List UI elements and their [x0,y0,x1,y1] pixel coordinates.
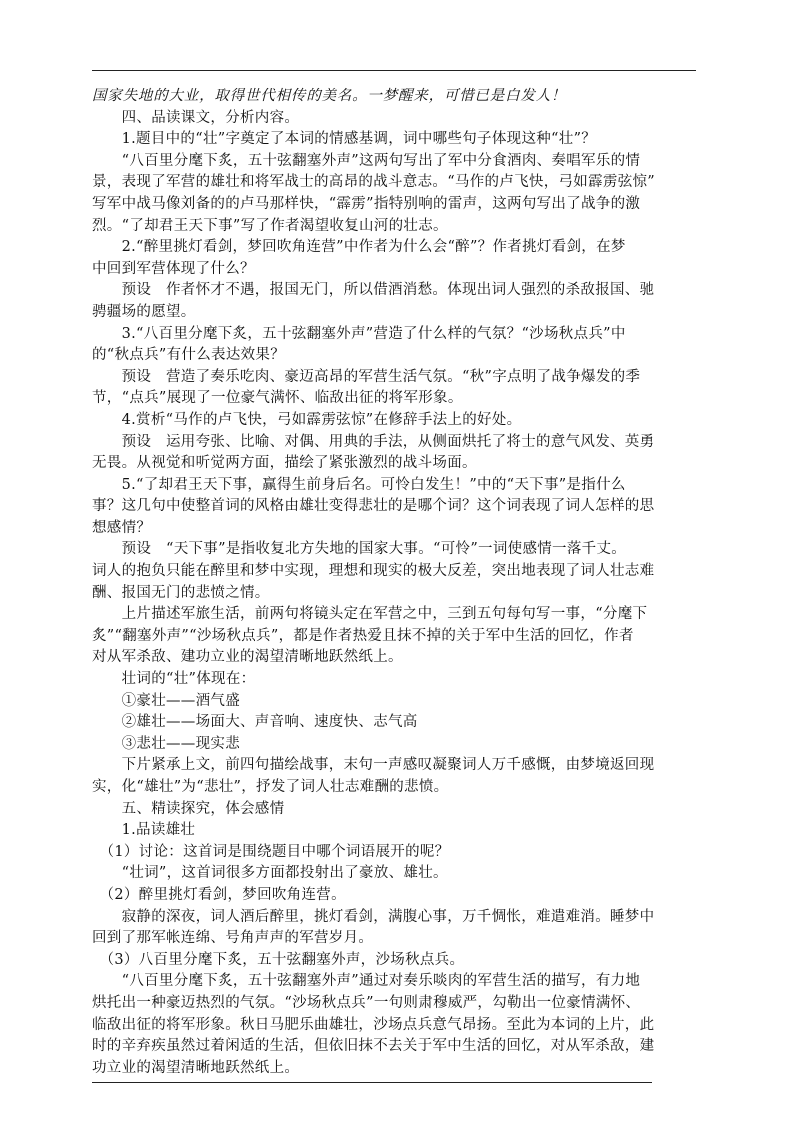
text-line: 五、精读探究，体会感情 [92,800,285,817]
text-line: 景，表现了军营的雄壮和将军战士的高昂的战斗意志。“马作的卢飞快，弓如霹雳弦惊” [92,174,656,191]
text-line: 4.赏析“马作的卢飞快，弓如霹雳弦惊”在修辞手法上的好处。 [92,411,522,428]
text-line: 预设 “天下事”是指收复北方失地的国家大事。“可怜”一词使感情一落千丈。 [92,541,627,558]
text-line: 壮词的“壮”体现在： [92,671,256,688]
text-line: 1.题目中的“壮”字奠定了本词的情感基调，词中哪些句子体现这种“壮”？ [92,131,597,148]
text-line: 烘托出一种豪迈热烈的气氛。“沙场秋点兵”一句则肃穆威严，勾勒出一位豪情满怀、 [92,994,641,1011]
text-line: 下片紧承上文，前四句描绘战事，末句一声感叹凝聚词人万千感慨，由梦境返回现 [92,757,655,774]
text-line: 中回到军营体现了什么？ [92,260,255,277]
text-line: 炙”“翻塞外声”“沙场秋点兵”，都是作者热爱且抹不掉的关于军中生活的回忆，作者 [92,627,634,644]
text-line: 回到了那军帐连绵、号角声声的军营岁月。 [92,930,374,947]
text-line: 烈。“了却君王天下事”写了作者渴望收复山河的壮志。 [92,217,448,234]
text-line: （1）讨论：这首词是围绕题目中哪个词语展开的呢？ [92,843,450,860]
text-line: 2.“醉里挑灯看剑，梦回吹角连营”中作者为什么会“醉”？作者挑灯看剑，在梦 [92,239,626,256]
text-line: ①豪壮——酒气盛 [92,692,240,709]
document-body [92,86,698,1079]
text-line: 预设 作者怀才不遇，报国无门，所以借酒消愁。体现出词人强烈的杀敌报国、驰 [92,282,655,299]
text-line: 预设 运用夸张、比喻、对偶、用典的手法，从侧面烘托了将士的意气风发、英勇 [92,433,655,450]
text-line: 对从军杀敌、建功立业的渴望清晰地跃然纸上。 [92,649,403,666]
text-line: 5.“了却君王天下事，赢得生前身后名。可怜白发生！”中的“天下事”是指什么 [92,476,626,493]
text-line: 寂静的深夜，词人酒后醉里，挑灯看剑，满腹心事，万千惆怅，难遣难消。睡梦中 [92,908,655,925]
text-line: 想感情？ [92,519,152,536]
text-line: “八百里分麾下炙，五十弦翻塞外声”通过对奏乐啖肉的军营生活的描写，有力地 [92,973,641,990]
text-line: “壮词”，这首词很多方面都投射出了豪放、雄壮。 [92,865,448,882]
text-line: 词人的抱负只能在醉里和梦中实现，理想和现实的极大反差，突出地表现了词人壮志难 [92,563,655,580]
text-line: 实，化“雄壮”为“悲壮”，抒发了词人壮志难酬的悲愤。 [92,779,449,795]
text-line: 预设 营造了奏乐吃肉、豪迈高昂的军营生活气氛。“秋”字点明了战争爆发的季 [92,368,641,385]
text-line: 骋疆场的愿望。 [92,303,196,320]
text-line: 酬、报国无门的悲愤之情。 [92,584,270,601]
text-line: ②雄壮——场面大、声音响、速度快、志气高 [92,714,418,731]
text-line: 的“秋点兵”有什么表达效果？ [92,347,286,364]
text-line: ③悲壮——现实悲 [92,735,240,752]
text-line: 写军中战马像刘备的的卢马那样快，“霹雳”指特别响的雷声，这两句写出了战争的激 [92,195,641,212]
text-line: 1.品读雄壮 [92,822,196,839]
text-line: 事？这几句中使整首词的风格由雄壮变得悲壮的是哪个词？这个词表现了词人怎样的思 [92,498,655,515]
text-line: 四、品读课文，分析内容。 [92,109,300,126]
text-line: 临敌出征的将军形象。秋日马肥乐曲雄壮，沙场点兵意气昂扬。至此为本词的上片，此 [92,1016,655,1033]
text-line: 上片描述军旅生活，前两句将镜头定在军营之中，三到五句每句写一事，“分麾下 [92,606,648,623]
footer-rule [92,1082,652,1083]
text-line: “八百里分麾下炙，五十弦翻塞外声”这两句写出了军中分食酒肉、奏唱军乐的情 [92,152,641,169]
header-rule [92,70,696,71]
text-line: 时的辛弃疾虽然过着闲适的生活，但依旧抹不去关于军中生活的回忆，对从军杀敌，建 [92,1038,655,1055]
text-line: （2）醉里挑灯看剑，梦回吹角连营。 [92,886,346,903]
text-line: 节，“点兵”展现了一位豪气满怀、临敌出征的将军形象。 [92,390,463,407]
text-line: 国家失地的大业，取得世代相传的美名。一梦醒来，可惜已是白发人！ [92,88,567,104]
text-line: 无畏。从视觉和听觉两方面，描绘了紧张激烈的战斗场面。 [92,455,477,472]
text-line: 3.“八百里分麾下炙，五十弦翻塞外声”营造了什么样的气氛？“沙场秋点兵”中 [92,325,626,342]
text-line: 功立业的渴望清晰地跃然纸上。 [92,1059,300,1076]
text-line: （3）八百里分麾下炙，五十弦翻塞外声，沙场秋点兵。 [92,951,465,968]
